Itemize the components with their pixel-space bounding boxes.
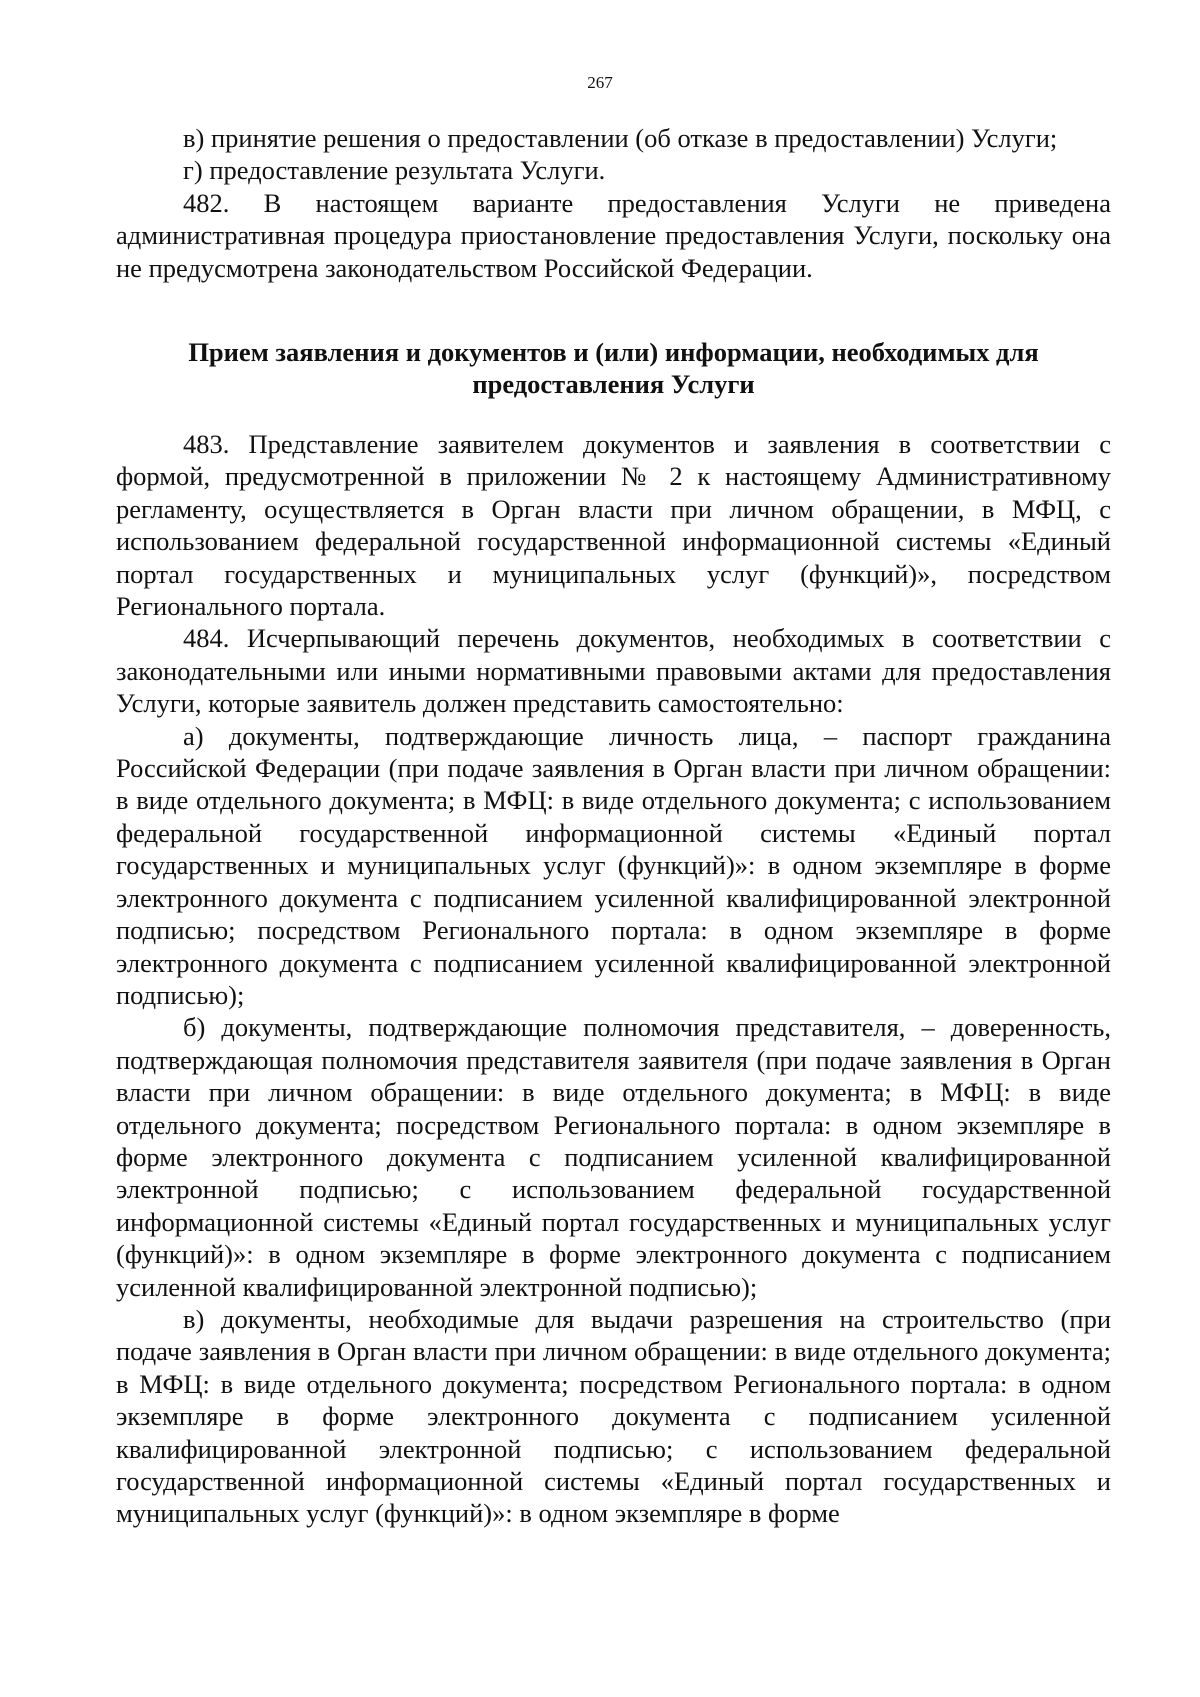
list-item-b-authority: б) документы, подтверждающие полномочия представителя, – доверенность, подтверждающая полномочия представителя заявителя (при подаче заявления в Орган власти при личном обращении: в виде отдельного документа; в МФЦ: в виде отдельного документа; посредством Регионального портала: в одном экземпляре в форме электронного документа с подписанием усиленной квалифицированной электронной подписью; с использованием федеральной государственной информационной системы «Единый портал государственных и муниципальных услуг (функций)»: в одном экземпляре в форме электронного документа с подписанием усиленной квалифицированной электронной подписью);	[116, 1012, 1111, 1302]
page-number: 267	[587, 73, 613, 92]
list-item-v-decision: в) принятие решения о предоставлении (об отказе в предоставлении) Услуги;	[183, 123, 1058, 153]
paragraph-484: 484. Исчерпывающий перечень документов, необходимых в соответствии с законодательными или иными нормативными правовыми актами для предоставления Услуги, которые заявитель должен представить самостоятельно:	[116, 623, 1111, 719]
main-block	[116, 428, 1111, 1530]
list-item-v-permit-docs: в) документы, необходимые для выдачи разрешения на строительство (при подаче заявления в Орган власти при личном обращении: в виде отдельного документа; в МФЦ: в виде отдельного документа; посредством Регионального портала: в одном экземпляре в форме электронного документа с подписанием усиленной квалифицированной электронной подписью; с использованием федеральной государственной информационной системы «Единый портал государственных и муниципальных услуг (функций)»: в одном экземпляре в форме	[116, 1303, 1111, 1529]
section-heading-line1: Прием заявления и документов и (или) информации, необходимых для	[188, 337, 1039, 367]
list-item-a-identity: а) документы, подтверждающие личность лица, – паспорт гражданина Российской Федерации (при подаче заявления в Орган власти при личном обращении: в виде отдельного документа; в МФЦ: в виде отдельного документа; с использованием федеральной государственной информационной системы «Единый портал государственных и муниципальных услуг (функций)»: в одном экземпляре в форме электронного документа с подписанием усиленной квалифицированной электронной подписью; посредством Регионального портала: в одном экземпляре в форме электронного документа с подписанием усиленной квалифицированной электронной подписью);	[116, 720, 1111, 1010]
list-item-g-result: г) предоставление результата Услуги.	[183, 155, 606, 186]
paragraph-482: 482. В настоящем варианте предоставления Услуги не приведена административная процедура приостановление предоставления Услуги, поскольку она не предусмотрена законодательством Российской Федерации.	[116, 187, 1111, 283]
intro-block	[116, 122, 1111, 284]
section-heading	[116, 336, 1111, 401]
section-heading-line2: предоставления Услуги	[472, 369, 755, 400]
paragraph-483: 483. Представление заявителем документов и заявления в соответствии с формой, предусмотренной в приложении № 2 к настоящему Административному регламенту, осуществляется в Орган власти при личном обращении, в МФЦ, с использованием федеральной государственной информационной системы «Единый портал государственных и муниципальных услуг (функций)», посредством Регионального портала.	[116, 429, 1111, 622]
